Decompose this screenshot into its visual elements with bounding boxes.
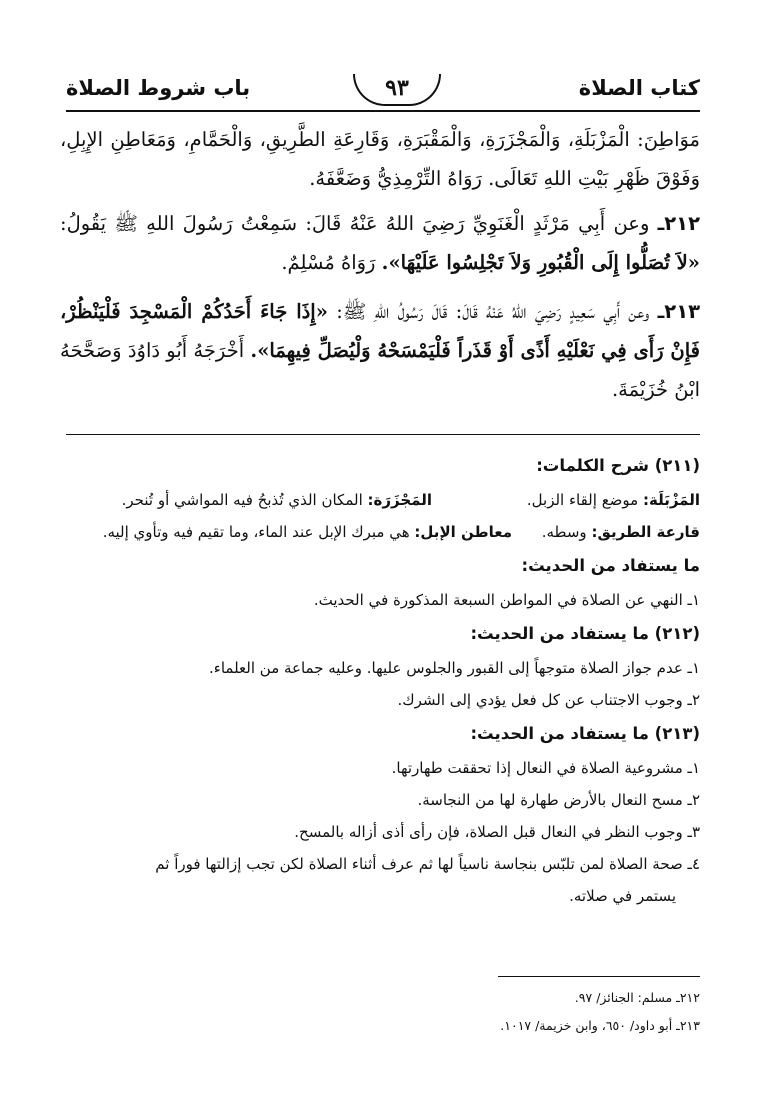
benefit-item: ٢ـ وجوب الاجتناب عن كل فعل يؤدي إلى الشرك. (397, 691, 700, 709)
glossary-term: معاطن الإبل: (414, 523, 512, 541)
hadith-source: رَوَاهُ مُسْلِمٌ. (281, 251, 376, 274)
glossary-entry (60, 516, 512, 548)
benefit-item-continuation: يستمر في صلاته. (569, 887, 676, 905)
glossary-term: قارعة الطريق: (591, 523, 700, 541)
page-header (66, 74, 700, 108)
footnote-213: ٢١٣ـ أبو داود/ ٦٥٠، وابن خزيمة/ ١٠١٧. (500, 1018, 700, 1033)
glossary-definition: المكان الذي تُذبحُ فيه المواشي أو تُنحر. (121, 491, 363, 509)
glossary-definition: وسطه. (541, 523, 587, 541)
glossary-definition: موضع إلقاء الزبل. (526, 491, 639, 509)
benefit-item: ٤ـ صحة الصلاة لمن تلبّس بنجاسة ناسياً لها ثم عرف أثناء الصلاة لكن تجب إزالتها فوراً ثم (155, 855, 700, 873)
note-heading-213: (٢١٣) ما يستفاد من الحديث: (470, 724, 700, 743)
hadith-number: ٢١٢ـ (657, 212, 700, 235)
hadith-text: مَوَاطِنَ: الْمَزْبَلَةِ، وَالْمَجْزَرَةِ، وَالْمَقْبَرَةِ، وَقَارِعَةِ الطَّرِيقِ، وَالْحَمَّامِ، وَمَعَاطِنِ الإِبِلِ، وَفَوْقَ ظَهْرِ بَيْتِ اللهِ تَعَالَى. رَوَاهُ التِّرْمِذِيُّ وَضَعَّفَهُ. (60, 128, 700, 190)
glossary-entry (512, 516, 700, 548)
benefit-item: ١ـ عدم جواز الصلاة متوجهاً إلى القبور والجلوس عليها. وعليه جماعة من العلماء. (209, 659, 700, 677)
book-title: كتاب الصلاة (578, 76, 700, 100)
hadith-source: أَخْرَجَهُ أَبُو دَاوُدَ وَصَحَّحَهُ ابْنُ خُزَيْمَةَ. (60, 339, 700, 401)
glossary-entry (432, 484, 700, 516)
benefit-item: ١ـ النهي عن الصلاة في المواطن السبعة المذكورة في الحديث. (313, 591, 700, 609)
chapter-title: باب شروط الصلاة (66, 76, 251, 100)
hadith-212 (60, 204, 700, 282)
glossary-definition: هي مبرك الإبل عند الماء، وما تقيم فيه وتأوي إليه. (102, 523, 410, 541)
hadith-quote: «لاَ تُصَلُّوا إِلَى الْقُبُورِ وَلاَ تَجْلِسُوا عَلَيْهَا». (381, 251, 700, 274)
benefit-item: ٢ـ مسح النعال بالأرض طهارة لها من النجاسة. (417, 791, 700, 809)
note-heading-212: (٢١٢) ما يستفاد من الحديث: (470, 624, 700, 643)
benefits-heading-211: ما يستفاد من الحديث: (521, 556, 700, 575)
glossary-row (60, 484, 700, 516)
footnote-divider (498, 976, 700, 977)
note-heading-211: (٢١١) شرح الكلمات: (536, 456, 700, 475)
footnote-212: ٢١٢ـ مسلم: الجنائز/ ٩٧. (574, 990, 700, 1005)
page-number: ٩٣ (353, 74, 441, 106)
hadith-intro: وعن أَبِي مَرْثَدٍ الْغَنَوِيِّ رَضِيَ اللهُ عَنْهُ قَالَ: سَمِعْتُ رَسُولَ اللهِ ﷺ يَقُولُ: (60, 212, 650, 235)
hadith-quote: «إِذَا جَاءَ أَحَدُكُمْ الْمَسْجِدَ فَلْيَنْظُرْ، فَإِنْ رَأَى فِي نَعْلَيْهِ أَذًى أَوْ قَذَراً فَلْيَمْسَحْهُ وَلْيُصَلِّ فِيهِمَا». (60, 300, 700, 362)
glossary-entry (60, 484, 432, 516)
benefit-item: ٣ـ وجوب النظر في النعال قبل الصلاة، فإن رأى أذى أزاله بالمسح. (294, 823, 700, 841)
hadith-number: ٢١٣ـ (657, 300, 701, 323)
benefit-item: ١ـ مشروعية الصلاة في النعال إذا تحققت طهارتها. (391, 759, 700, 777)
notes-divider (66, 434, 700, 435)
hadith-213 (60, 292, 700, 409)
commentary (60, 448, 700, 912)
hadith-211-continuation (60, 120, 700, 198)
header-divider (66, 110, 700, 112)
glossary-term: المَجْزَرَة: (367, 491, 432, 509)
glossary-row (60, 516, 700, 548)
footnotes (60, 984, 700, 1040)
hadith-intro: وعن أَبِي سَعِيدٍ رَضِيَ اللهُ عَنْهُ قَالَ: قَالَ رَسُولُ اللهِ ﷺ: (336, 300, 650, 323)
glossary-term: المَزْبَلَة: (642, 491, 700, 509)
